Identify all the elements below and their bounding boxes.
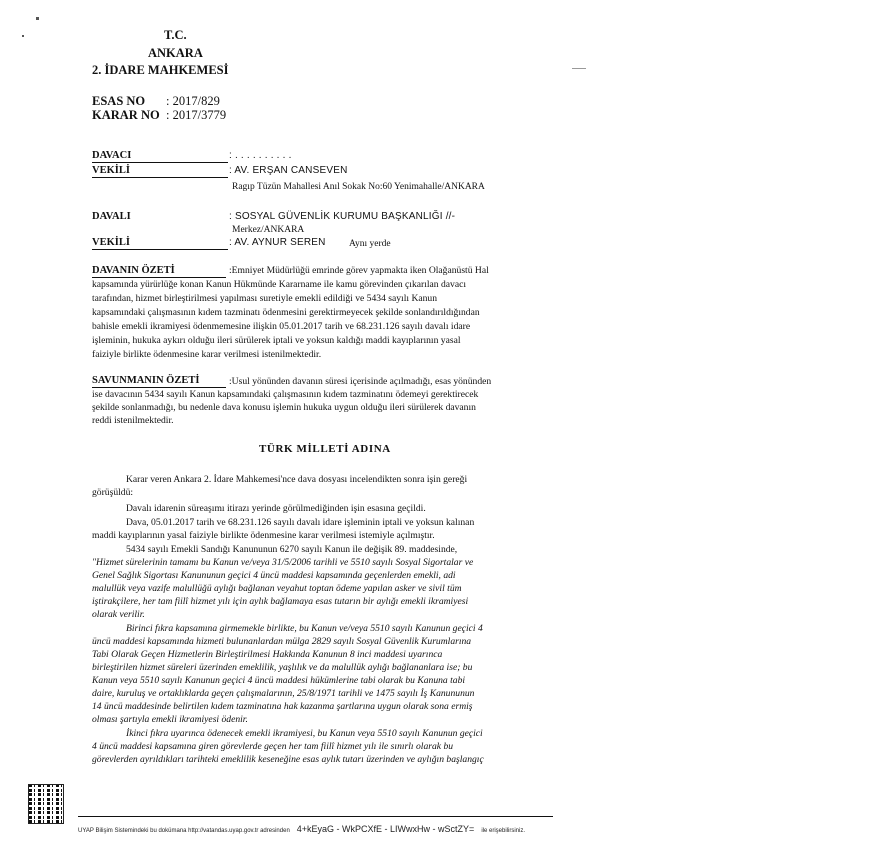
quote-line: malullük veya vazife malullüğü aylığı bağlanan veyahut toptan ödeme yapılan asker ve sivil tüm bbox=[92, 583, 462, 594]
davali-address: Merkez/ANKARA bbox=[232, 225, 305, 235]
davanin-ozeti-line: işleminin, hukuka aykırı olduğu ileri sürülerek iptali ve yoksun kaldığı maddi kayıplarının yasal bbox=[92, 335, 461, 346]
quote-line: görevlerden ayrıldıkları tarihteki emeklilik keseneğine esas aylık tutarı üzerinden ve aylığın başlangıç bbox=[92, 754, 484, 765]
davanin-ozeti-line: faiziyle birlikte ödenmesine karar verilmesi istenilmektedir. bbox=[92, 349, 322, 360]
quote-line: birleştirilen hizmet süreleri üzerinden emeklilik, yaşlılık ve da malullük aylığı bağlananlara ise; bu bbox=[92, 662, 473, 673]
vekil1-value: : AV. ERŞAN CANSEVEN bbox=[229, 165, 348, 176]
footer-text-left: UYAP Bilişim Sistemindeki bu dokümana http://vatandas.uyap.gov.tr adresinden bbox=[78, 828, 290, 834]
section-title: TÜRK MİLLETİ ADINA bbox=[259, 443, 391, 455]
body-paragraph: görüşüldü: bbox=[92, 487, 134, 498]
savunmanin-ozeti-line: şekilde sonlanmadığı, bu nedenle dava konusu işlemin hukuka uygun olduğu ileri sürülerek davanın bbox=[92, 402, 476, 413]
davanin-ozeti-line: :Emniyet Müdürlüğü emrinde görev yapmakta iken Olağanüstü Hal bbox=[229, 265, 489, 276]
davaci-underline bbox=[92, 162, 228, 163]
esas-label: ESAS NO bbox=[92, 94, 146, 108]
footer-bar bbox=[78, 819, 525, 837]
davanin-ozeti-line: kapsamında yürürlüğe konan Kanun Hükmünde Kararname ile kamu görevinden çıkarılan davacı bbox=[92, 279, 467, 290]
scan-mark bbox=[36, 17, 39, 20]
esas-value: : 2017/829 bbox=[166, 94, 220, 108]
header-city: ANKARA bbox=[148, 46, 203, 60]
quote-line: 14 üncü maddesinde belirtilen kıdem tazminatına hak kazanma şartlarına uygun olarak sona ermiş bbox=[92, 701, 473, 712]
davaci-label: DAVACI bbox=[92, 150, 132, 161]
vekil2-value: : AV. AYNUR SEREN bbox=[229, 237, 326, 248]
savunmanin-ozeti-line: ise davacının 5434 sayılı Kanun kapsamındaki çalışmasının kıdem tazminatını ödemeyi gerektirecek bbox=[92, 389, 479, 400]
davanin-ozeti-line: kapsamındaki çalışmasının kıdem tazminatı ödenmesini gerektirmeyecek şekilde sonlandırıldığından bbox=[92, 307, 480, 318]
vekil1-underline bbox=[92, 177, 228, 178]
savunmanin-ozeti-label: SAVUNMANIN ÖZETİ bbox=[92, 375, 200, 386]
davaci-value: : . . . . . . . . . . bbox=[229, 150, 292, 161]
karar-label: KARAR NO bbox=[92, 108, 160, 122]
quote-line: 4 üncü maddesi kapsamına giren görevlerde geçen her tam fiilî hizmet yılı ile sınırlı olarak bu bbox=[92, 741, 454, 752]
vekil1-address: Ragıp Tüzün Mahallesi Anıl Sokak No:60 Yenimahalle/ANKARA bbox=[232, 182, 485, 192]
quote-line: "Hizmet sürelerinin tamamı bu Kanun ve/veya 31/5/2006 tarihli ve 5510 sayılı Sosyal Sigortalar ve bbox=[92, 557, 474, 568]
savunmanin-ozeti-line: :Usul yönünden davanın süresi içerisinde açılmadığı, esas yönünden bbox=[229, 376, 492, 387]
vekil2-note: Aynı yerde bbox=[349, 239, 391, 249]
quote-line: Kanun veya 5510 sayılı Kanunun geçici 4 üncü maddesi hükümlerine tabi olarak bu Kanuna tabi bbox=[92, 675, 466, 686]
davanin-ozeti-line: tarafından, hizmet birleştirilmesi yapılması suretiyle emekli edildiği ve 5434 sayılı Kanun bbox=[92, 293, 438, 304]
karar-value: : 2017/3779 bbox=[166, 108, 227, 122]
footer-rule bbox=[78, 816, 553, 817]
quote-line: olması şartıyla emekli ikramiyesi ödenir. bbox=[92, 714, 248, 725]
body-paragraph: 5434 sayılı Emekli Sandığı Kanununun 6270 sayılı Kanun ile değişik 89. maddesinde, bbox=[126, 544, 458, 555]
court-name: 2. İDARE MAHKEMESİ bbox=[92, 63, 229, 77]
scan-mark bbox=[572, 68, 586, 69]
quote-line: iştirakçilere, her tam fiilî hizmet yılı için aylık bağlamaya esas tutarın bir aylığı emekli ikramiyesi bbox=[92, 596, 469, 607]
quote-line: İkinci fıkra uyarınca ödenecek emekli ikramiyesi, bu Kanun veya 5510 sayılı Kanunun geçici bbox=[126, 728, 483, 739]
header-tc: T.C. bbox=[164, 28, 187, 42]
savunmanin-ozeti-line: reddi istenilmektedir. bbox=[92, 415, 174, 426]
quote-line: daire, kuruluş ve ortaklıklarda geçen çalışmalarının, 25/8/1971 tarihli ve 1475 sayılı İş Kanununun bbox=[92, 688, 475, 699]
davanin-ozeti-label: DAVANIN ÖZETİ bbox=[92, 265, 175, 276]
quote-line: Birinci fıkra kapsamına girmemekle birlikte, bu Kanun ve/veya 5510 sayılı Kanunun geçici 4 bbox=[126, 623, 483, 634]
vekil2-underline bbox=[92, 249, 228, 250]
footer-text-right: ile erişebilirsiniz. bbox=[481, 828, 525, 834]
qr-code-icon bbox=[29, 785, 63, 823]
quote-line: üncü maddesi kapsamında hizmeti bulunanlardan mülga 2829 sayılı Sosyal Güvenlik Kurumlarına bbox=[92, 636, 472, 647]
body-paragraph: Karar veren Ankara 2. İdare Mahkemesi'nce dava dosyası incelendikten sonra işin gereği bbox=[126, 474, 468, 485]
body-paragraph: Davalı idarenin süreaşımı itirazı yerinde görülmediğinden işin esasına geçildi. bbox=[126, 503, 426, 514]
quote-line: Tabi Olarak Geçen Hizmetlerin Birleştirilmesi Hakkında Kanunun 8 inci maddesi uyarınca bbox=[92, 649, 443, 660]
vekil2-label: VEKİLİ bbox=[92, 237, 130, 248]
quote-line: Genel Sağlık Sigortası Kanununun geçici 4 üncü maddesi kapsamında geçenlerden emekli, adi bbox=[92, 570, 456, 581]
vekil1-label: VEKİLİ bbox=[92, 165, 130, 176]
quote-line: olarak verilir. bbox=[92, 609, 145, 620]
davali-label: DAVALI bbox=[92, 211, 131, 222]
davanin-ozeti-line: bahisle emekli ikramiyesi ödenmemesine ilişkin 05.01.2017 tarih ve 68.231.126 sayılı davalı idare bbox=[92, 321, 471, 332]
scan-mark bbox=[22, 35, 24, 37]
footer-verification-code: 4+kEyaG - WkPCXfE - LIWwxHw - wSctZY= bbox=[296, 824, 475, 834]
davali-value: : SOSYAL GÜVENLİK KURUMU BAŞKANLIĞI //- bbox=[229, 211, 456, 222]
body-paragraph: Dava, 05.01.2017 tarih ve 68.231.126 sayılı davalı idare işleminin iptali ve yoksun kalınan bbox=[126, 517, 475, 528]
body-paragraph: maddi kayıplarının yasal faiziyle birlikte ödenmesine karar verilmesi istemiyle açılmıştır. bbox=[92, 530, 435, 541]
